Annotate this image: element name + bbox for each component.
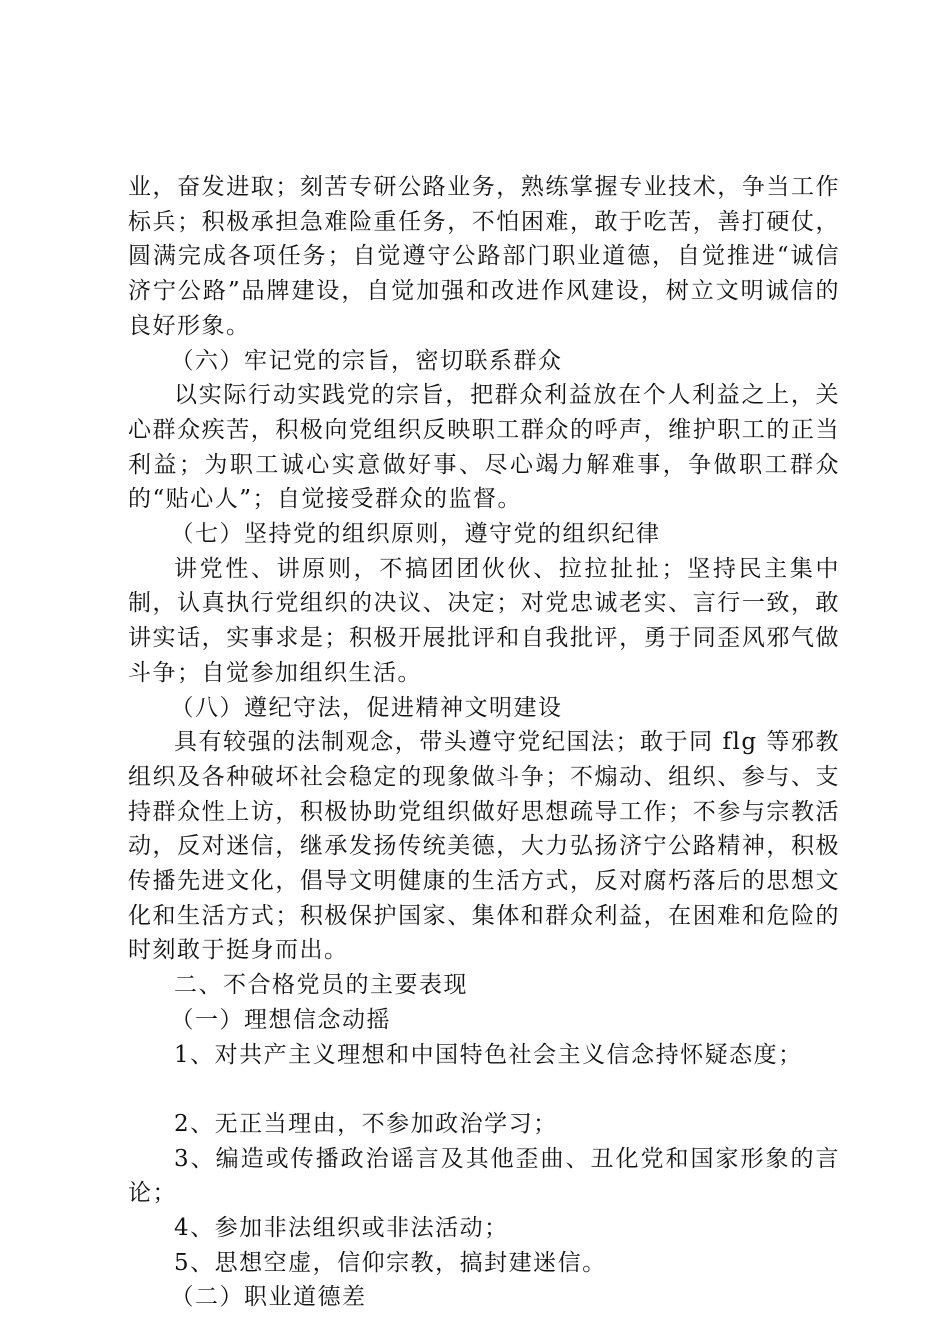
list-item-1: 1、对共产主义理想和中国特色社会主义信念持怀疑态度； [174,1041,803,1068]
heading-section-8: （八）遵纪守法，促进精神文明建设 [170,694,563,721]
paragraph-professional-ethics-continued: 业，奋发进取；刻苦专研公路业务，熟练掌握专业技术，争当工作标兵；积极承担急难险重任务，不怕困难，敢于吃苦，善打硬仗，圆满完成各项任务；自觉遵守公路部门职业道德，自觉推进“诚信济宁公路”品牌建设，自觉加强和改进作风建设，树立文明诚信的良好形象。 [128,174,840,339]
list-item-4: 4、参加非法组织或非法活动； [174,1215,509,1242]
heading-section-6: （六）牢记党的宗旨，密切联系群众 [170,347,563,374]
list-item-2: 2、无正当理由，不参加政治学习； [174,1110,558,1137]
heading-part-2: 二、不合格党员的主要表现 [174,972,468,999]
paragraph-section-7: 讲党性、讲原则，不搞团团伙伙、拉拉扯扯；坚持民主集中制，认真执行党组织的决议、决定；对党忠诚老实、言行一致，敢讲实话，实事求是；积极开展批评和自我批评，勇于同歪风邪气做斗争；自觉参加组织生活。 [128,555,840,686]
list-item-3: 3、编造或传播政治谣言及其他歪曲、丑化党和国家形象的言论； [128,1145,840,1207]
heading-subsection-2: （二）职业道德差 [170,1284,367,1311]
heading-section-7: （七）坚持党的组织原则，遵守党的组织纪律 [170,521,661,548]
paragraph-section-8: 具有较强的法制观念，带头遵守党纪国法；敢于同 flg 等邪教组织及各种破坏社会稳定的现象做斗争；不煽动、组织、参与、支持群众性上访，积极协助党组织做好思想疏导工作；不参与宗教活动，反对迷信，继承发扬传统美德，大力弘扬济宁公路精神，积极传播先进文化，倡导文明健康的生活方式，反对腐朽落后的思想文化和生活方式；积极保护国家、集体和群众利益，在困难和危险的时刻敢于挺身而出。 [128,729,840,964]
document-body [128,170,840,1315]
list-item-5: 5、思想空虚，信仰宗教，搞封建迷信。 [174,1249,607,1276]
blank-line [128,1072,840,1107]
heading-subsection-1: （一）理想信念动摇 [170,1006,392,1033]
paragraph-section-6: 以实际行动实践党的宗旨，把群众利益放在个人利益之上，关心群众疾苦，积极向党组织反映职工群众的呼声，维护职工的正当利益；为职工诚心实意做好事、尽心竭力解难事，争做职工群众的“贴心人”；自觉接受群众的监督。 [128,382,840,513]
